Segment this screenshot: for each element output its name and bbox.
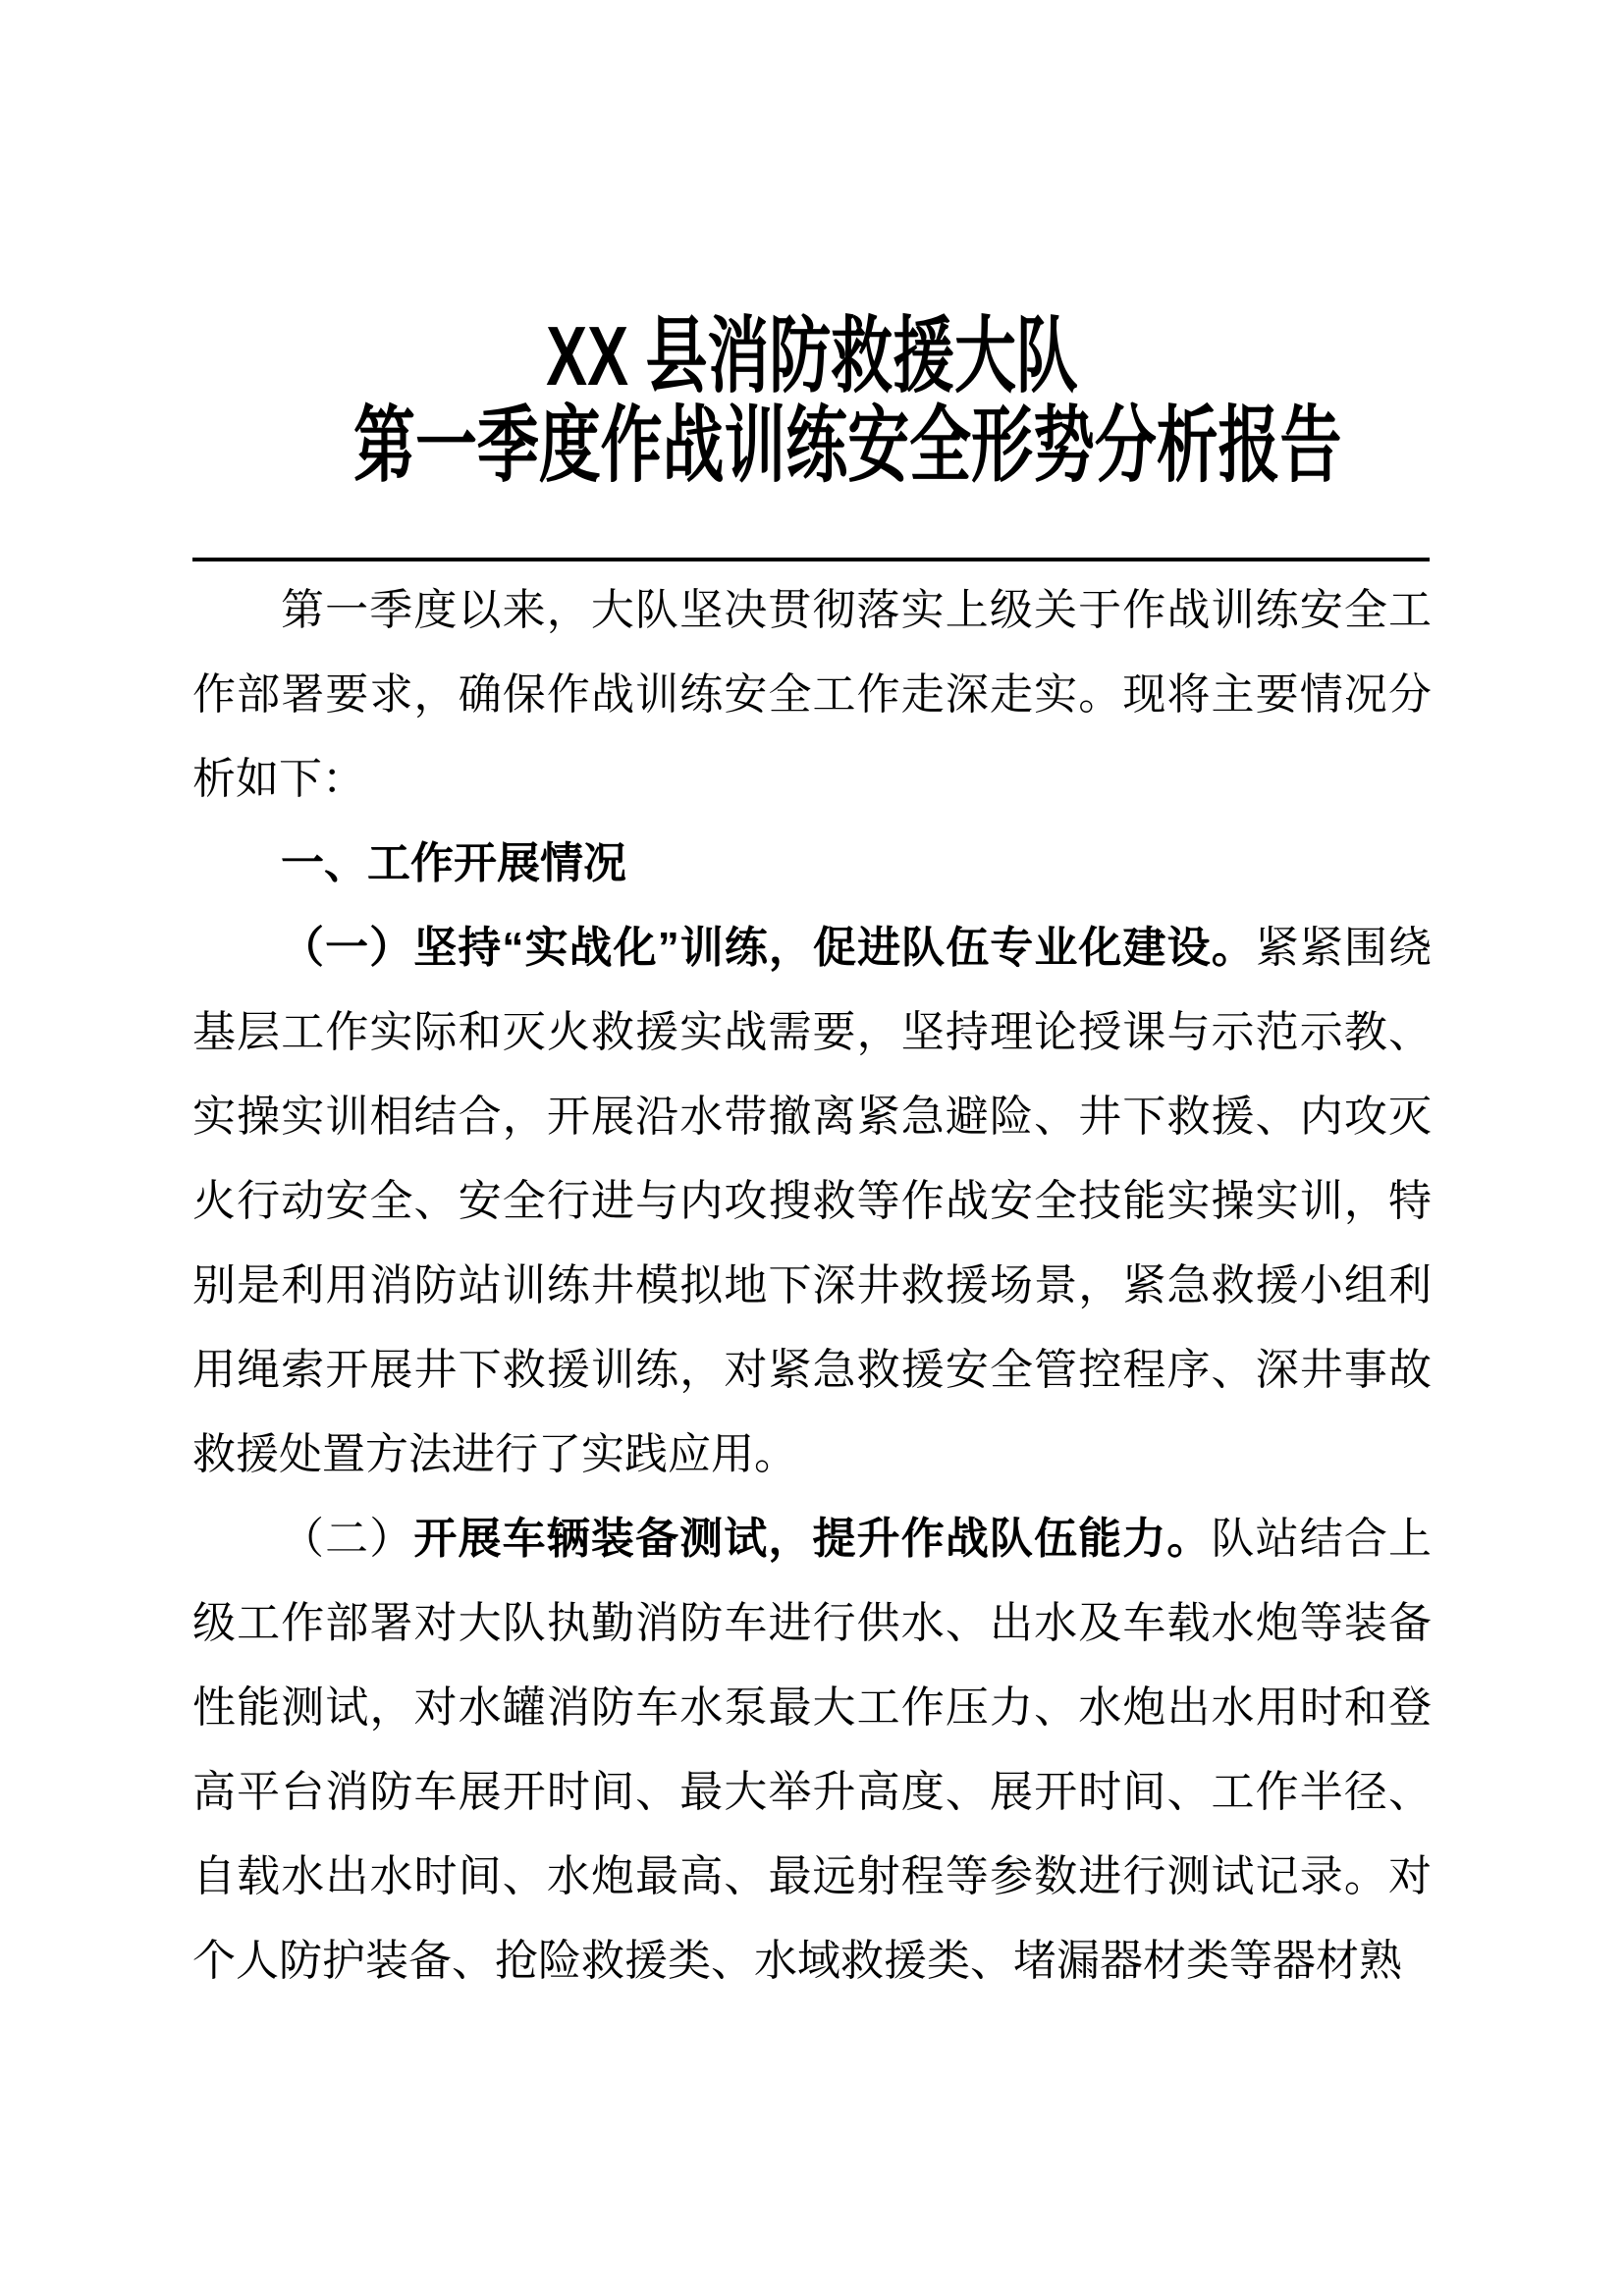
document-title (192, 312, 1432, 491)
bold-text-run: 一、工作开展情况 (281, 839, 626, 887)
text-run: 队站结合上级工作部署对大队执勤消防车进行供水、出水及车载水炮等装备性能测试，对水罐消防车水泵最大工作压力、水炮出水用时和登高平台消防车展开时间、最大举升高度、展开时间、工作半径、自载水出水时间、水炮最高、最远射程等参数进行测试记录。对个人防护装备、抢险救援类、水域救援类、堵漏器材类等器材熟 (192, 1515, 1433, 1985)
bold-text-run: 开展车辆装备测试，提升作战队伍能力。 (413, 1515, 1212, 1563)
title-divider (192, 558, 1430, 561)
paragraph (192, 1497, 1432, 2003)
paragraph (192, 568, 1432, 822)
text-run: 紧紧围绕基层工作实际和灭火救援实战需要，坚持理论授课与示范示教、实操实训相结合，开展沿水带撤离紧急避险、井下救援、内攻灭火行动安全、安全行进与内攻搜救等作战安全技能实操实训，特别是利用消防站训练井模拟地下深井救援场景，紧急救援小组利用绳索开展井下救援训练，对紧急救援安全管控程序、深井事故救援处置方法进行了实践应用。 (192, 924, 1433, 1478)
document-body (192, 568, 1432, 2003)
bold-text-run: （一）坚持“实战化”训练，促进队伍专业化建设。 (281, 924, 1256, 972)
section-heading (192, 822, 1432, 906)
text-run: （二） (281, 1515, 414, 1563)
title-line-2: 第一季度作战训练安全形势分析报告 (353, 400, 1342, 493)
paragraph (192, 906, 1432, 1497)
title-line-1: XX 县消防救援大队 (546, 310, 1078, 403)
text-run: 第一季度以来，大队坚决贯彻落实上级关于作战训练安全工作部署要求，确保作战训练安全工作走深走实。现将主要情况分析如下： (192, 586, 1432, 803)
